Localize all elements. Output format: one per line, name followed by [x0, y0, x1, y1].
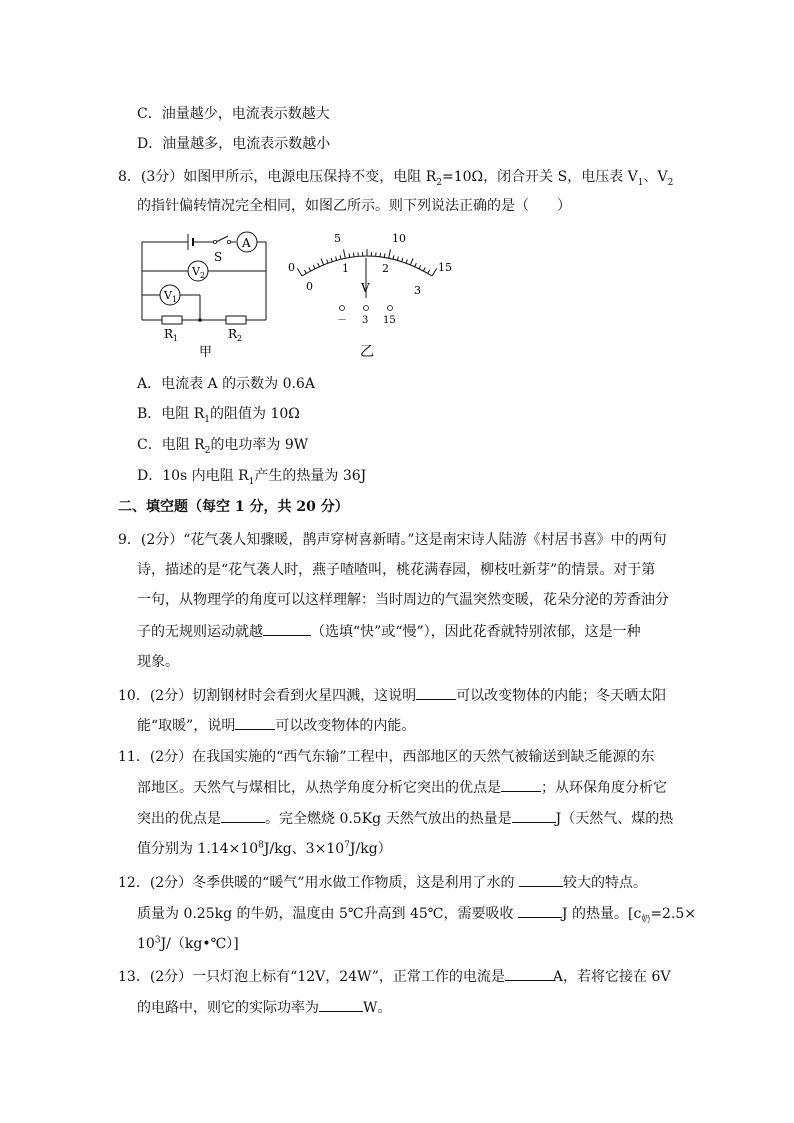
- q12-blank-2[interactable]: [518, 903, 562, 918]
- circuit-diagram: [130, 228, 280, 363]
- terminal-3-label: 3: [362, 315, 369, 326]
- voltmeter-v2-label: $V_2$: [192, 265, 206, 280]
- outer-tick-15: 15: [438, 261, 452, 274]
- resistor-r1: [162, 316, 182, 324]
- dial-tick: [419, 265, 421, 269]
- q9-blank-1[interactable]: [263, 621, 311, 636]
- q8-option-b: B．电阻 $R_1$的阻值为 10Ω: [137, 406, 300, 425]
- q12-line3: $10^3J/(kg•℃)$]: [137, 935, 239, 952]
- q12-line2: 质量为 0.25kg 的牛奶，温度由 5℃升高到 45℃，需要吸收 J 的热量。[$c_奶=2.5\times$: [137, 903, 696, 924]
- q11-line1: 11．(2分）在我国实施的“西气东输”工程中，西部地区的天然气被输送到缺乏能源的东: [118, 749, 655, 765]
- dial-tick: [297, 268, 302, 276]
- q10-blank-1[interactable]: [416, 685, 456, 700]
- dial-tick: [393, 255, 394, 259]
- dial-caption: 乙: [360, 344, 374, 360]
- outer-tick-10: 10: [392, 232, 406, 245]
- q8-stem-line1: 8．(3分）如图甲所示，电源电压保持不变，电阻 $R_2=10\Omega$，闭合开关 S，电压表 $V_1$、$V_2$: [118, 169, 674, 188]
- q11-blank-3[interactable]: [512, 808, 556, 823]
- terminal-negative: [340, 306, 345, 311]
- q10-line2: 能“取暖”，说明 可以改变物体的内能。: [137, 715, 415, 736]
- resistor-r2-label: $R_2$: [228, 327, 243, 343]
- dial-tick: [389, 249, 391, 258]
- q8-option-c: C．电阻 $R_2$的电功率为 9W: [137, 437, 309, 456]
- dial-tick: [340, 255, 341, 259]
- q9-line5: 现象。: [137, 654, 179, 670]
- q7-option-c: C．油量越少，电流表示数越大: [137, 106, 330, 122]
- dial-tick: [318, 263, 320, 267]
- dial-tick: [321, 258, 324, 264]
- dial-tick: [410, 258, 413, 264]
- terminal-15: [388, 306, 393, 311]
- inner-tick-3: 3: [414, 284, 421, 297]
- q11-line3: 突出的优点是 。完全燃烧 0.5Kg 天然气放出的热量是 J（天然气、煤的热: [137, 808, 673, 829]
- dial-tick: [397, 257, 398, 261]
- ammeter-label: A: [242, 236, 251, 250]
- q8-option-d: D．10s 内电阻 $R_1$产生的热量为 36J: [137, 468, 367, 487]
- q13-line1: 13．(2分）一只灯泡上标有“12V，24W”，正常工作的电流是 A，若将它接在 6V: [118, 966, 670, 987]
- q9-line4: 子的无规则运动就越 （选填“快”或“慢”），因此花香就特别浓郁，这是一种: [137, 621, 641, 642]
- dial-tick: [432, 268, 437, 276]
- switch-blade: [216, 236, 228, 242]
- q11-blank-2[interactable]: [221, 808, 265, 823]
- dial-tick: [349, 253, 350, 257]
- q11-line4: 值分别为 $1.14\times 10^8J/kg$、$3\times 10^7J/kg$）: [137, 840, 392, 857]
- dial-tick: [304, 270, 306, 273]
- q10-line1: 10．(2分）切割钢材时会看到火星四溅，这说明 可以改变物体的内能；冬天晒太阳: [118, 685, 666, 706]
- terminal-negative-label: －: [337, 315, 347, 326]
- q8-stem-line2: 的指针偏转情况完全相同，如图乙所示。则下列说法正确的是（ ）: [137, 198, 571, 214]
- q7-option-d: D．油量越多，电流表示数越小: [137, 136, 331, 152]
- q11-blank-1[interactable]: [501, 777, 541, 792]
- dial-tick: [428, 270, 430, 273]
- dial-tick: [309, 267, 311, 271]
- q13-blank-1[interactable]: [505, 966, 553, 981]
- dial-tick: [344, 249, 346, 258]
- inner-tick-1: 1: [342, 262, 349, 275]
- dial-unit-label: V: [361, 281, 370, 295]
- q8-option-a: A．电流表 A 的示数为 0.6A: [137, 376, 315, 392]
- switch-label: S: [214, 250, 223, 264]
- section-2-title: 二、填空题（每空 1 分，共 20 分）: [118, 499, 349, 515]
- dial-tick: [423, 267, 425, 271]
- q11-line2: 部地区。天然气与煤相比，从热学角度分析它突出的优点是 ；从环保角度分析它: [137, 777, 667, 798]
- dial-tick: [327, 259, 328, 263]
- outer-tick-5: 5: [334, 232, 341, 245]
- outer-tick-0: 0: [288, 261, 295, 274]
- q9-line1: 9．(2分）“花气袭人知骤暖，鹊声穿树喜新晴。”这是南宋诗人陆游《村居书喜》中的两句: [118, 532, 667, 548]
- dial-tick: [336, 257, 337, 261]
- q13-blank-2[interactable]: [319, 997, 363, 1012]
- q12-blank-1[interactable]: [519, 872, 563, 887]
- voltmeter-v1-label: $V_1$: [164, 289, 178, 304]
- q13-line2: 的电路中，则它的实际功率为 W。: [137, 997, 391, 1018]
- q10-blank-2[interactable]: [235, 715, 275, 730]
- dial-ticks: [297, 249, 436, 276]
- dial-tick: [402, 258, 403, 262]
- resistor-r1-label: $R_1$: [164, 327, 179, 343]
- dial-tick: [313, 265, 315, 269]
- terminal-3: [364, 306, 369, 311]
- junction-dot: [198, 318, 202, 322]
- voltmeter-dial-diagram: [282, 226, 452, 366]
- dial-tick: [415, 263, 417, 267]
- switch-contact-right: [227, 240, 230, 243]
- q9-line3: 一句，从物理学的角度可以这样理解：当时周边的气温突然变暖，花朵分泌的芳香油分: [137, 592, 669, 608]
- dial-tick: [384, 253, 385, 257]
- q12-line1: 12．(2分）冬季供暖的“暖气”用水做工作物质，这是利用了水的 较大的特点。: [118, 872, 647, 893]
- dial-tick: [406, 259, 407, 263]
- terminal-15-label: 15: [383, 315, 396, 326]
- inner-tick-2: 2: [382, 262, 389, 275]
- q9-line2: 诗，描述的是“花气袭人时，燕子喳喳叫，桃花满春园，柳枝吐新芽”的情景。对于第: [137, 562, 656, 578]
- dial-tick: [331, 258, 332, 262]
- switch-contact-left: [213, 240, 216, 243]
- inner-tick-0: 0: [306, 280, 313, 293]
- resistor-r2: [226, 316, 246, 324]
- circuit-caption: 甲: [199, 345, 213, 360]
